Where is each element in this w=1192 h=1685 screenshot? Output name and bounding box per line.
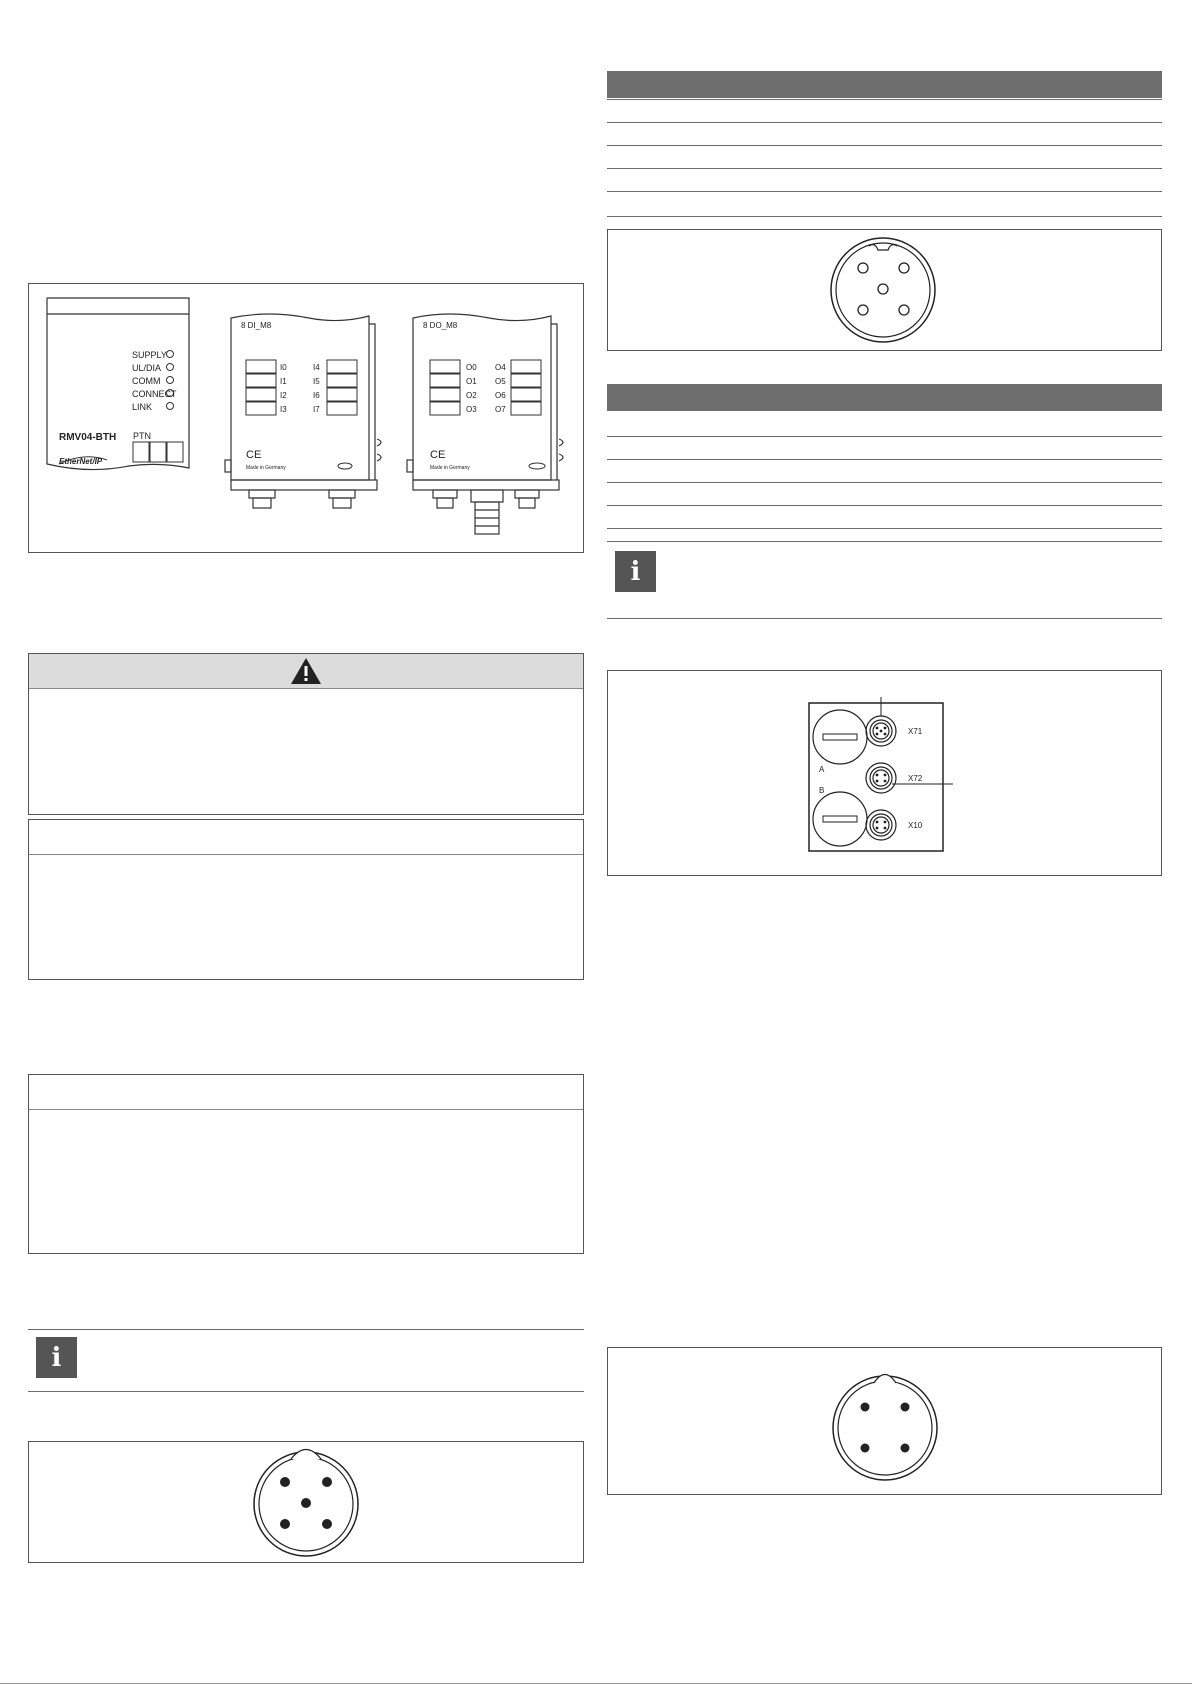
input-ce-mark: CE [246,449,262,461]
port-label-x72: X72 [908,774,923,783]
note-box-2 [28,1074,584,1254]
switch-label-b: B [819,786,825,795]
info-note-right-bottom-rule [607,618,1162,619]
pin-table-1-row-rule [607,216,1162,217]
connector-4pin-drawing [608,1348,1163,1496]
pin-table-2-row-rule [607,482,1162,483]
led-label-link: LINK [132,402,153,412]
led-label-connect: CONNECT [132,389,177,399]
input-made-in-label: Made in Germany [246,465,286,471]
page-bottom-rule [0,1683,1192,1684]
output-label-o3: O3 [466,405,477,414]
pin-table-2-row-rule [607,459,1162,460]
input-label-i2: I2 [280,391,287,400]
info-note-left-top-rule [28,1329,584,1330]
output-made-in-label: Made in Germany [430,465,470,471]
bus-model-label: RMV04-BTH [59,432,117,443]
connector-5pin-figure-right [607,229,1162,351]
warning-box [28,653,584,815]
input-label-i5: I5 [313,377,320,386]
ethernet-ip-logo: EtherNet/IP [59,457,103,466]
port-switch-drawing [608,671,1163,877]
output-label-o5: O5 [495,377,506,386]
pin-table-1-row-rule [607,145,1162,146]
output-label-o7: O7 [495,405,506,414]
pin-table-1-row-rule [607,191,1162,192]
pin-table-2-row-rule [607,436,1162,437]
module-overview-drawing [29,284,585,554]
pin-table-2-row-rule [607,541,1162,542]
led-label-ul-dia: UL/DIA [132,363,162,373]
connector-5pin-right-drawing [608,230,1163,352]
pin-table-2-row-rule [607,505,1162,506]
input-label-i1: I1 [280,377,287,386]
port-label-x10: X10 [908,821,923,830]
output-label-o0: O0 [466,363,477,372]
pin-table-1-row-rule [607,99,1162,100]
pin-table-2 [607,384,1162,544]
module-overview-figure [28,283,584,553]
pin-table-1 [607,71,1162,221]
pin-table-2-header [607,384,1162,411]
info-icon [615,551,656,592]
led-label-comm: COMM [132,376,161,386]
pin-table-1-row-rule [607,168,1162,169]
note-box-2-header [29,1075,583,1110]
connector-4pin-figure [607,1347,1162,1495]
led-label-supply: SUPPLY [132,350,167,360]
port-label-x71: X71 [908,727,923,736]
input-module-title: 8 DI_M8 [241,321,272,330]
output-label-o1: O1 [466,377,477,386]
info-icon-glyph: i [51,1342,62,1373]
switch-label-a: A [819,765,825,774]
output-ce-mark: CE [430,449,446,461]
pin-table-1-row-rule [607,122,1162,123]
bus-module-drawing [47,298,189,470]
input-label-i0: I0 [280,363,287,372]
output-module-title: 8 DO_M8 [423,321,458,330]
pin-table-1-header [607,71,1162,98]
warning-header [29,654,583,689]
note-box-1 [28,819,584,980]
connector-5pin-figure [28,1441,584,1563]
info-note-left-bottom-rule [28,1391,584,1392]
input-label-i7: I7 [313,405,320,414]
connector-5pin-drawing [29,1442,585,1564]
output-label-o4: O4 [495,363,506,372]
input-label-i6: I6 [313,391,320,400]
bus-port-label: PTN [133,431,151,441]
output-label-o2: O2 [466,391,477,400]
note-box-1-header [29,820,583,855]
port-switch-figure [607,670,1162,876]
warning-triangle-icon [289,656,323,686]
output-module-drawing [407,314,563,534]
input-label-i3: I3 [280,405,287,414]
input-module-drawing [225,314,381,508]
info-icon-glyph: i [630,556,641,587]
info-icon [36,1337,77,1378]
output-label-o6: O6 [495,391,506,400]
input-label-i4: I4 [313,363,320,372]
pin-table-2-row-rule [607,528,1162,529]
